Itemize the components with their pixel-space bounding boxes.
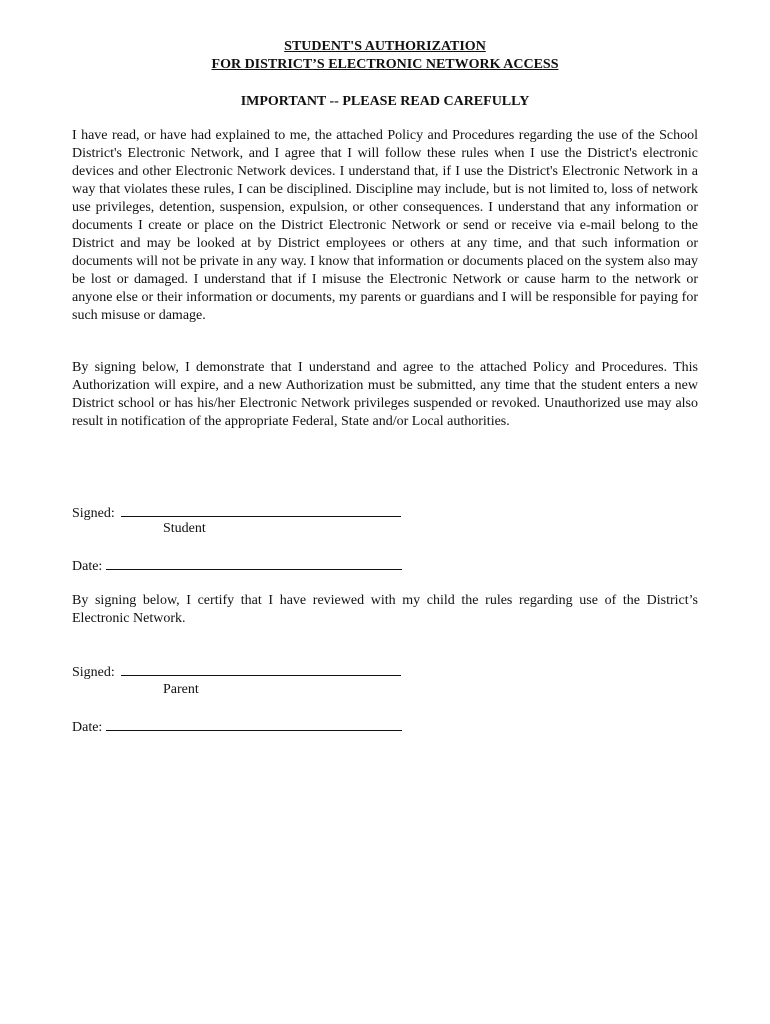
student-date-row xyxy=(72,556,402,576)
student-signed-label: Signed: xyxy=(72,506,115,521)
parent-signature-row xyxy=(72,662,401,682)
title-line-1: STUDENT'S AUTHORIZATION xyxy=(284,39,486,54)
title-line-2: FOR DISTRICT’S ELECTRONIC NETWORK ACCESS xyxy=(211,57,559,72)
student-date-label: Date: xyxy=(72,559,103,574)
parent-certification-paragraph: By signing below, I certify that I have reviewed with my child the rules regarding use of the District’s Electronic Network. xyxy=(72,593,698,626)
important-notice: IMPORTANT -- PLEASE READ CAREFULLY xyxy=(240,94,530,109)
student-signature-line[interactable] xyxy=(121,503,401,517)
parent-date-label: Date: xyxy=(72,720,103,735)
student-signature-row xyxy=(72,503,401,523)
authorization-paragraph: By signing below, I demonstrate that I understand and agree to the attached Policy and Procedures. This Authorization will expire, and a new Authorization must be submitted, any time that the student enters a new District school or has his/her Electronic Network privileges suspended or revoked. Unauthorized use may also result in notification of the appropriate Federal, State and/or Local authorities. xyxy=(72,360,698,429)
parent-role-label: Parent xyxy=(163,682,199,697)
parent-signature-line[interactable] xyxy=(121,662,401,676)
parent-date-row xyxy=(72,717,402,737)
student-date-line[interactable] xyxy=(106,556,402,570)
student-role-label: Student xyxy=(163,521,206,536)
parent-signed-label: Signed: xyxy=(72,665,115,680)
parent-date-line[interactable] xyxy=(106,717,402,731)
agreement-paragraph: I have read, or have had explained to me, the attached Policy and Procedures regarding the use of the School District's Electronic Network, and I agree that I will follow these rules when I use the District's electronic devices and other Electronic Network devices. I understand that, if I use the District's Electronic Network in a way that violates these rules, I can be disciplined. Discipline may include, but is not limited to, loss of network use privileges, detention, suspension, expulsion, or other consequences. I understand that any information or documents I create or place on the District Electronic Network or send or receive via e-mail belong to the District and may be looked at by District employees or others at any time, and that such information or documents will not be private in any way. I know that information or documents placed on the system also may be lost or damaged. I understand that if I misuse the Electronic Network or cause harm to the network or anyone else or their information or documents, my parents or guardians and I will be responsible for paying for such misuse or damage. xyxy=(72,128,698,323)
document-title xyxy=(0,38,770,74)
